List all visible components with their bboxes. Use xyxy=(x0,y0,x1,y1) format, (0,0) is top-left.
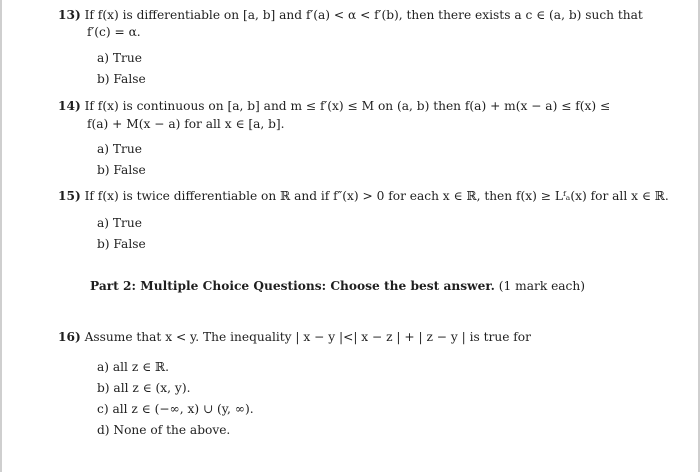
option-a[interactable]: a) True xyxy=(97,142,142,156)
question-number: 14) xyxy=(58,99,81,113)
question-stem: If f(x) is twice differentiable on ℝ and if f″(x) > 0 for each x ∈ ℝ, then f(x) ≥ Lᶠₐ(x) for all x ∈ ℝ. xyxy=(84,189,669,203)
part2-title: Part 2: Multiple Choice Questions: Choose the best answer. xyxy=(90,279,495,293)
option-c[interactable]: c) all z ∈ (−∞, x) ∪ (y, ∞). xyxy=(97,402,254,416)
question-16 xyxy=(58,330,531,345)
option-d[interactable]: d) None of the above. xyxy=(97,423,231,437)
option-b[interactable]: b) all z ∈ (x, y). xyxy=(97,381,191,395)
option-b[interactable]: b) False xyxy=(97,163,146,177)
question-stem: Assume that x < y. The inequality | x − y |<| x − z | + | z − y | is true for xyxy=(84,330,531,344)
option-a[interactable]: a) all z ∈ ℝ. xyxy=(97,360,170,374)
option-a[interactable]: a) True xyxy=(97,216,142,230)
question-number: 13) xyxy=(58,8,81,22)
question-14 xyxy=(58,99,610,114)
question-stem-line2: f′(c) = α. xyxy=(87,25,141,39)
question-stem-line2: f(a) + M(x − a) for all x ∈ [a, b]. xyxy=(87,117,285,131)
question-13 xyxy=(58,8,643,23)
question-15 xyxy=(58,189,669,204)
option-a[interactable]: a) True xyxy=(97,51,142,65)
question-number: 15) xyxy=(58,189,81,203)
option-b[interactable]: b) False xyxy=(97,237,146,251)
option-b[interactable]: b) False xyxy=(97,72,146,86)
part2-marks: (1 mark each) xyxy=(498,279,585,293)
question-stem-line1: If f(x) is continuous on [a, b] and m ≤ f′(x) ≤ M on (a, b) then f(a) + m(x − a) ≤ f(x) ≤ xyxy=(84,99,611,113)
question-number: 16) xyxy=(58,330,81,344)
part2-heading xyxy=(90,279,585,294)
question-stem-line1: If f(x) is differentiable on [a, b] and f′(a) < α < f′(b), then there exists a c ∈ (a, b) such that xyxy=(84,8,643,22)
